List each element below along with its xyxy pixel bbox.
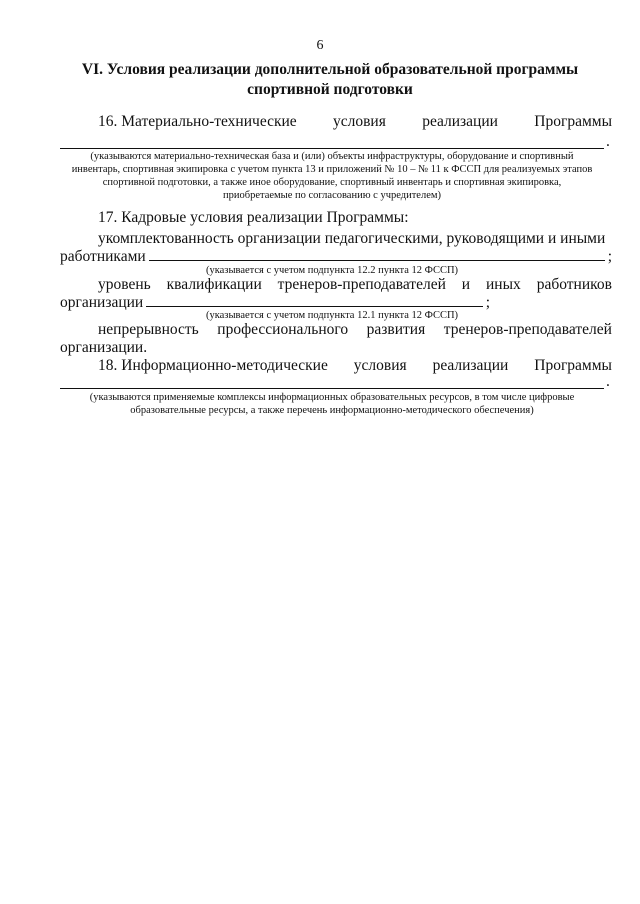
item-17-qualification-word: работников (536, 276, 612, 293)
section-title-line-2: спортивной подготовки (247, 81, 413, 98)
item-17-staffing-label: работниками (60, 248, 146, 265)
item-18-note-line: образовательные ресурсы, а также перечень информационно-методического обеспечения) (130, 405, 534, 416)
item-18-tail: . (606, 373, 610, 390)
item-16-tail: . (606, 133, 610, 150)
item-16-word: реализации (422, 113, 498, 130)
item-17-qualification-word: иных (486, 276, 521, 293)
item-17-qualification-note: (указывается с учетом подпункта 12.1 пункта 12 ФССП) (205, 310, 459, 321)
item-16-word: 16. Материально-технические (98, 113, 297, 130)
item-16-note-line: приобретаемые по согласованию с учредителем) (222, 190, 442, 201)
item-17-staffing-blank (149, 248, 605, 261)
item-17-qualification-word: уровень (98, 276, 151, 293)
section-title (60, 60, 600, 100)
section-title-line-1: VI. Условия реализации дополнительной образовательной программы (81, 61, 579, 78)
page-number: 6 (316, 38, 324, 53)
item-16-word: условия (333, 113, 386, 130)
item-17-staffing-tail: ; (607, 248, 612, 265)
item-17-qualification-word: тренеров-преподавателей (277, 276, 446, 293)
item-16-note (60, 150, 604, 202)
item-17-qualification-word: и (461, 276, 471, 293)
item-17-qualification-line (98, 276, 612, 294)
item-17-staffing-line: укомплектованность организации педагогическими, руководящими и иными (98, 230, 606, 247)
item-18-word: реализации (432, 357, 509, 374)
item-16-note-line: инвентарь, спортивная экипировка с учетом пункта 13 и приложений № 10 – № 11 к ФССП для реализуемых этапов (71, 164, 593, 175)
item-18-note (60, 391, 604, 417)
item-16-note-line: спортивной подготовки, а также иное оборудование, спортивный инвентарь и спортивная экипировка, (102, 177, 562, 188)
item-16-line (98, 113, 612, 131)
item-18-word: 18. Информационно-методические (98, 357, 328, 374)
item-17-staffing-note: (указывается с учетом подпункта 12.2 пункта 12 ФССП) (205, 265, 459, 276)
item-16-word: Программы (534, 113, 612, 130)
item-16-note-line: (указываются материально-техническая база и (или) объекты инфраструктуры, оборудование и спортивный (90, 151, 574, 162)
item-17-qualification-label: организации (60, 294, 144, 311)
item-17-qualification-blank (146, 294, 482, 307)
item-18-blank-line (60, 388, 604, 389)
item-17-heading: 17. Кадровые условия реализации Программы: (98, 209, 409, 226)
item-17-qualification-tail: ; (485, 294, 490, 311)
item-17-qualification-word: квалификации (166, 276, 262, 293)
item-17-continuity-line (98, 321, 612, 339)
item-17-continuity-word: непрерывность (98, 321, 199, 338)
item-17-continuity-line-2: организации. (60, 339, 148, 356)
item-16-blank-line (60, 148, 604, 149)
item-18-word: Программы (534, 357, 612, 374)
item-18-word: условия (353, 357, 407, 374)
item-17-continuity-word: развития (366, 321, 426, 338)
item-18-line (98, 357, 612, 375)
item-17-continuity-word: профессионального (217, 321, 349, 338)
item-18-note-line: (указываются применяемые комплексы информационных образовательных ресурсов, в том числе цифровые (89, 392, 575, 403)
item-17-continuity-word: тренеров-преподавателей (443, 321, 612, 338)
